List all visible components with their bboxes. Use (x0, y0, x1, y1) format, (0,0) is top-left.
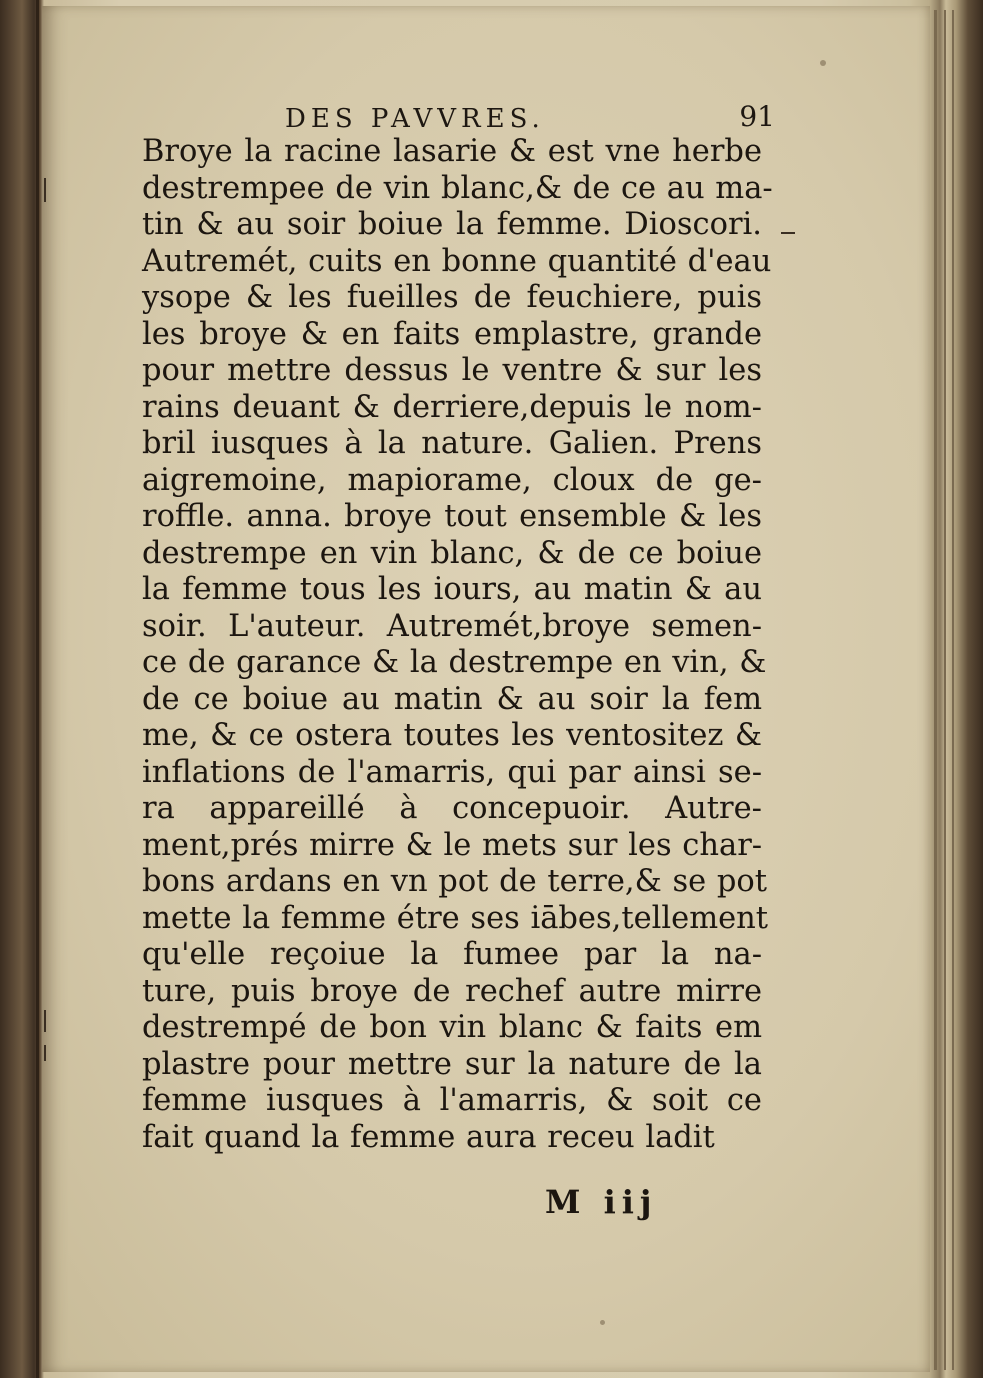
text-line: ture, puis broye de rechef autre mirre (142, 973, 762, 1009)
text-line: bons ardans en vn pot de terre,& se pot (142, 864, 767, 899)
text-line: la femme tous les iours, au matin & au (142, 572, 762, 607)
text-line: les broye & en faits emplastre, grande (142, 316, 762, 352)
text-line: bril iusques à la nature. Galien. Prens (142, 426, 762, 461)
page-edge-line (934, 10, 937, 1370)
text-line: aigremoine, mapiorame, cloux de ge- (142, 462, 762, 498)
paper-speck (600, 1320, 605, 1325)
page-edge-line (952, 10, 954, 1370)
margin-mark (44, 1010, 46, 1032)
running-title: DES PAVVRES. (285, 104, 545, 134)
text-line: ra appareillé à concepuoir. Autre- (142, 791, 762, 826)
text-line: qu'elle reçoiue la fumee par la na- (142, 937, 762, 972)
text-line: me, & ce ostera toutes les ventositez & (142, 718, 762, 753)
text-line: destrempe en vin blanc, & de ce boiue (142, 535, 762, 571)
text-line: femme iusques à l'amarris, & soit ce (142, 1083, 762, 1118)
body-text (142, 134, 773, 1156)
text-line: plastre pour mettre sur la nature de la (142, 1046, 762, 1082)
text-line: ment,prés mirre & le mets sur les char- (142, 827, 763, 863)
page-number: 91 (739, 100, 775, 133)
text-line: roffle. anna. broye tout ensemble & les (142, 499, 762, 534)
text-line: destrempé de bon vin blanc & faits em (142, 1010, 762, 1045)
running-header (285, 100, 775, 138)
margin-mark (44, 178, 46, 202)
text-line: pour mettre dessus le ventre & sur les (142, 353, 762, 388)
text-line: destrempee de vin blanc,& de ce au ma- (142, 170, 773, 206)
text-line: fait quand la femme aura receu ladit (142, 1119, 715, 1155)
margin-mark (781, 232, 795, 234)
binding-shadow (36, 0, 39, 1378)
page-edge-line (944, 10, 946, 1370)
text-line: ce de garance & la destrempe en vin, & (142, 645, 767, 680)
margin-mark (44, 1045, 46, 1061)
text-line: mette la femme étre ses iābes,tellement (142, 900, 769, 936)
paper-speck (820, 60, 826, 66)
text-line: de ce boiue au matin & au soir la fem (142, 681, 762, 717)
text-line: inflations de l'amarris, qui par ainsi se- (142, 754, 762, 790)
text-line: tin & au soir boiue la femme. Dioscori. (142, 207, 762, 242)
signature-mark: M iij (545, 1183, 658, 1221)
text-line: Autremét, cuits en bonne quantité d'eau (142, 243, 772, 279)
text-line: rains deuant & derriere,depuis le nom- (142, 389, 762, 425)
text-line: Broye la racine lasarie & est vne herbe (142, 134, 762, 169)
text-line: ysope & les fueilles de feuchiere, puis (142, 280, 762, 315)
text-line: soir. L'auteur. Autremét,broye semen- (142, 608, 762, 644)
